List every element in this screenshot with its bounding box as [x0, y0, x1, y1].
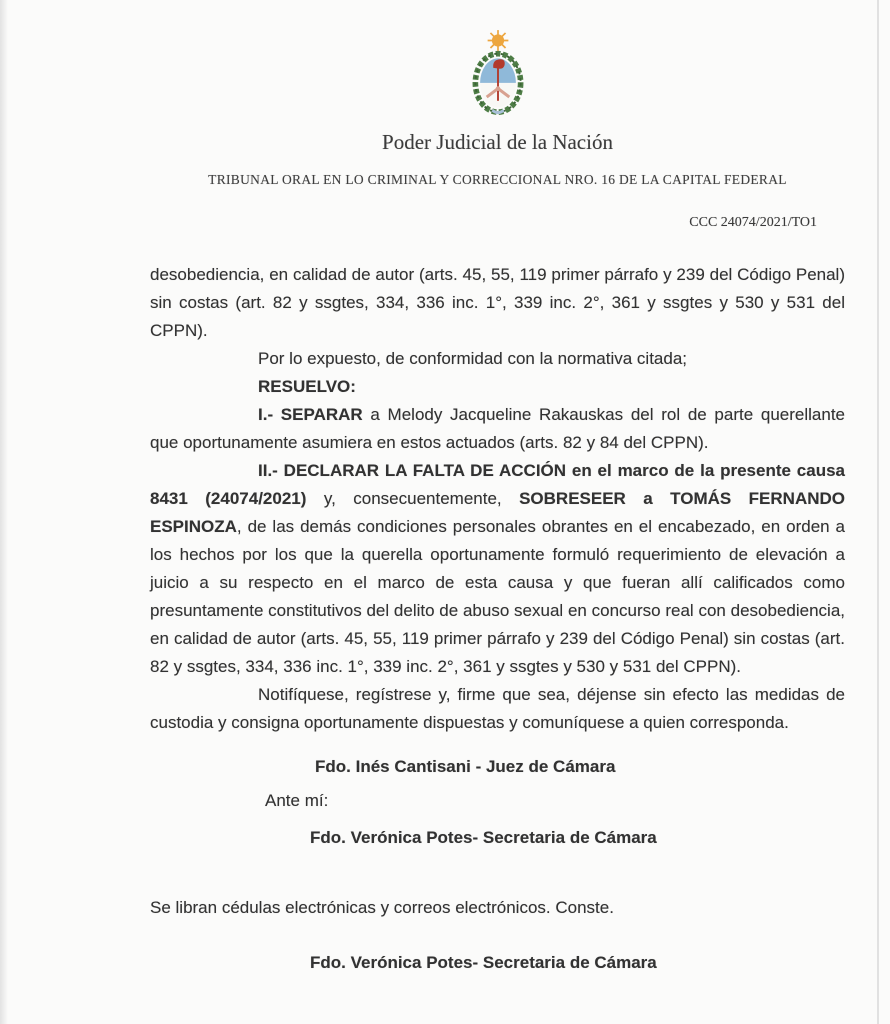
ante-mi-label: Ante mí: [265, 791, 329, 810]
paragraph [150, 345, 845, 373]
bold-text-run: II.- DECLARAR LA FALTA DE ACCIÓN en el marco de la presente causa 8431 (24074/2021) [150, 461, 845, 508]
closing-note: Se libran cédulas electrónicas y correos electrónicos. Conste. [150, 898, 614, 917]
text-run: desobediencia, en calidad de autor (arts. 45, 55, 119 primer párrafo y 239 del Código Penal) sin costas (art. 82 y ssgtes, 334, 336 inc. 1°, 339 inc. 2°, 361 y ssgtes y 530 y 531 del CPPN). [150, 265, 845, 340]
text-run: , de las demás condiciones personales obrantes en el encabezado, en orden a los hechos por los que la querella oportunamente formuló requerimiento de elevación a juicio a su respecto en el marco de esta causa y que fueran allí calificados como presuntamente constitutivos del delito de abuso sexual en concurso real con desobediencia, en calidad de autor (arts. 45, 55, 119 primer párrafo y 239 del Código Penal) sin costas (art. 82 y ssgtes, 334, 336 inc. 1°, 339 inc. 2°, 361 y ssgtes y 530 y 531 del CPPN). [150, 517, 845, 676]
bold-text-run: SOBRESEER a TOMÁS FERNANDO ESPINOZA [150, 489, 846, 536]
paragraph [150, 681, 845, 737]
text-run: a Melody Jacqueline Rakauskas del rol de parte querellante que oportunamente asumiera en estos actuados (arts. 82 y 84 del CPPN). [150, 405, 846, 452]
text-run: y, consecuentemente, [306, 489, 520, 508]
document-body [150, 261, 845, 737]
text-run: Por lo expuesto, de conformidad con la normativa citada; [258, 349, 688, 368]
paragraph [150, 373, 845, 401]
tribunal-name: TRIBUNAL ORAL EN LO CRIMINAL Y CORRECCIONAL NRO. 16 DE LA CAPITAL FEDERAL [208, 172, 787, 187]
text-run: Notifíquese, regístrese y, firme que sea, déjense sin efecto las medidas de custodia y consigna oportunamente dispuestas y comuníquese a quien corresponda. [150, 685, 845, 732]
argentina-coat-of-arms-icon [465, 28, 531, 118]
secretary-signature-line-2: Fdo. Verónica Potes- Secretaria de Cámara [310, 953, 657, 972]
judge-signature-line: Fdo. Inés Cantisani - Juez de Cámara [315, 757, 616, 776]
bold-text-run: I.- SEPARAR [258, 405, 363, 424]
paragraph [150, 261, 845, 345]
paragraph [150, 401, 845, 457]
paragraph [150, 457, 845, 681]
secretary-signature-line: Fdo. Verónica Potes- Secretaria de Cámara [310, 828, 657, 847]
scan-edge-left [0, 0, 8, 1024]
document-content [150, 0, 845, 977]
org-title: Poder Judicial de la Nación [382, 130, 613, 154]
case-number: CCC 24074/2021/TO1 [689, 215, 817, 230]
bold-text-run: RESUELVO: [258, 377, 356, 396]
scan-edge-right [877, 0, 879, 1024]
